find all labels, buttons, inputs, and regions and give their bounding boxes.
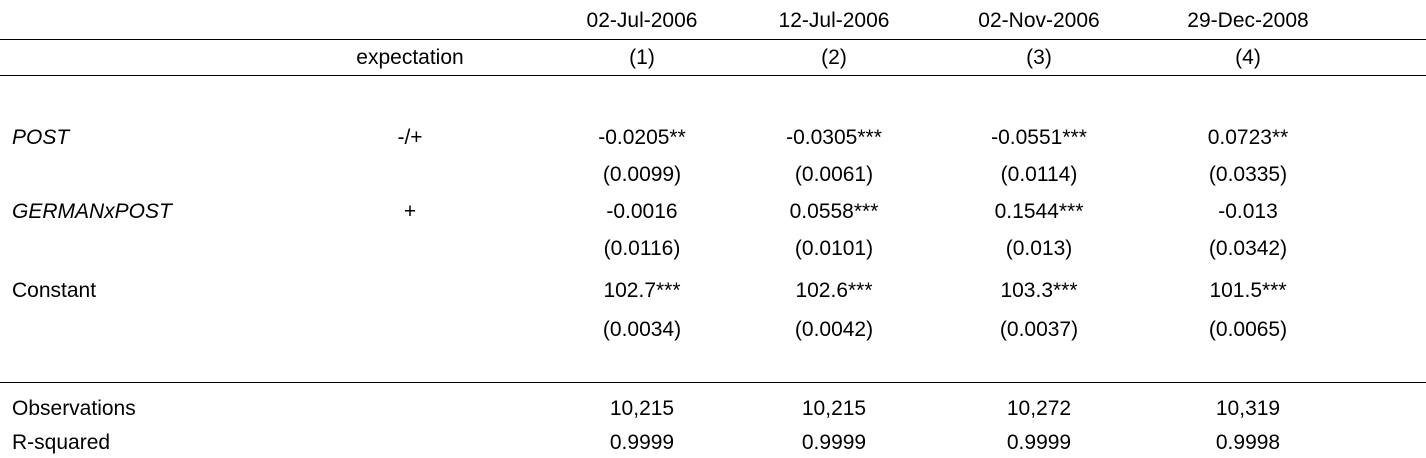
model-number-3: (3) [1026,46,1052,69]
coef-post-4: 0.0723** [1207,126,1289,149]
expectation-germanxpost: + [403,200,417,223]
se-germanxpost-4: (0.0342) [1208,237,1288,260]
coef-germanxpost-3: 0.1544*** [994,200,1084,223]
se-constant-2: (0.0042) [794,318,874,341]
se-germanxpost-3: (0.013) [1005,237,1073,260]
date-header-1: 02-Jul-2006 [586,9,698,32]
rsquared-4: 0.9998 [1215,431,1281,454]
coef-constant-4: 101.5*** [1209,279,1287,302]
se-germanxpost-1: (0.0116) [603,237,681,260]
rule-header-models [0,75,1426,76]
se-post-2: (0.0061) [794,163,874,186]
se-post-1: (0.0099) [602,163,682,186]
expectation-post: -/+ [397,126,423,149]
rsquared-2: 0.9999 [801,431,867,454]
coef-germanxpost-1: -0.0016 [606,200,678,223]
coef-post-3: -0.0551*** [991,126,1087,149]
coef-germanxpost-4: -0.013 [1218,200,1278,223]
observations-4: 10,319 [1215,397,1281,420]
row-label-rsquared: R-squared [12,431,111,454]
se-germanxpost-2: (0.0101) [794,237,874,260]
row-label-observations: Observations [12,397,136,420]
model-number-2: (2) [821,46,847,69]
model-number-4: (4) [1235,46,1261,69]
date-header-3: 02-Nov-2006 [978,9,1100,32]
coef-post-2: -0.0305*** [786,126,882,149]
se-constant-4: (0.0065) [1208,318,1288,341]
coef-germanxpost-2: 0.0558*** [789,200,879,223]
date-header-4: 29-Dec-2008 [1187,9,1309,32]
observations-1: 10,215 [609,397,675,420]
model-number-1: (1) [629,46,655,69]
se-post-3: (0.0114) [1000,163,1078,186]
coef-constant-3: 103.3*** [1000,279,1078,302]
date-header-2: 12-Jul-2006 [778,9,890,32]
observations-2: 10,215 [801,397,867,420]
se-post-4: (0.0335) [1208,163,1288,186]
expectation-header: expectation [356,46,464,69]
rule-stats [0,382,1426,383]
observations-3: 10,272 [1006,397,1072,420]
rule-header-dates [0,39,1426,40]
row-label-constant: Constant [12,279,97,302]
se-constant-3: (0.0037) [999,318,1079,341]
se-constant-1: (0.0034) [602,318,682,341]
row-label-post: POST [12,126,70,149]
row-label-germanxpost: GERMANxPOST [12,200,172,223]
rsquared-3: 0.9999 [1006,431,1072,454]
rsquared-1: 0.9999 [609,431,675,454]
coef-constant-2: 102.6*** [795,279,873,302]
coef-constant-1: 102.7*** [603,279,681,302]
coef-post-1: -0.0205** [598,126,686,149]
